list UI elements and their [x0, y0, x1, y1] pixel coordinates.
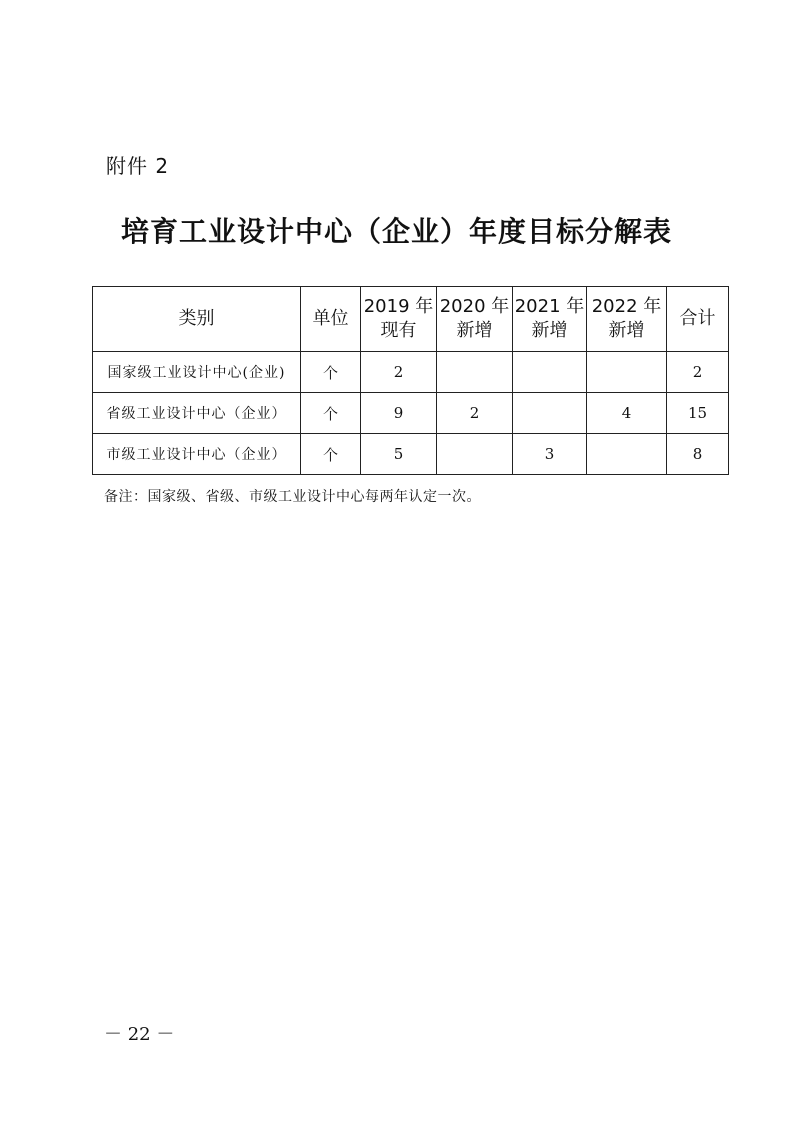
header-2022-year: 2022 年	[591, 296, 662, 317]
header-2019-sub: 现有	[380, 320, 417, 341]
row-category: 省级工业设计中心（企业）	[93, 393, 301, 434]
row-2022	[587, 352, 667, 393]
row-2021: 3	[513, 434, 587, 475]
row-2021	[513, 393, 587, 434]
row-unit: 个	[301, 352, 361, 393]
header-category: 类别	[93, 287, 301, 352]
header-2020-sub: 新增	[456, 320, 493, 341]
table-row	[93, 352, 729, 393]
row-unit: 个	[301, 434, 361, 475]
header-2020-year: 2020 年	[439, 296, 510, 317]
table-header-row	[93, 287, 729, 352]
table-row	[93, 393, 729, 434]
header-2019	[361, 287, 437, 352]
header-2021	[513, 287, 587, 352]
row-2019: 2	[361, 352, 437, 393]
row-total: 15	[667, 393, 729, 434]
attachment-label: 附件 2	[106, 154, 170, 178]
header-2021-year: 2021 年	[514, 296, 585, 317]
row-2022	[587, 434, 667, 475]
row-2020: 2	[437, 393, 513, 434]
header-2019-year: 2019 年	[363, 296, 434, 317]
row-2020	[437, 434, 513, 475]
header-2021-sub: 新增	[531, 320, 568, 341]
header-2022	[587, 287, 667, 352]
page-number: － 22 －	[104, 1024, 175, 1045]
row-2022: 4	[587, 393, 667, 434]
row-total: 2	[667, 352, 729, 393]
row-2020	[437, 352, 513, 393]
document-title: 培育工业设计中心（企业）年度目标分解表	[120, 215, 672, 248]
row-2019: 5	[361, 434, 437, 475]
table-row	[93, 434, 729, 475]
target-breakdown-table	[92, 286, 729, 475]
header-2022-sub: 新增	[608, 320, 645, 341]
header-2020	[437, 287, 513, 352]
row-unit: 个	[301, 393, 361, 434]
header-total: 合计	[667, 287, 729, 352]
header-unit: 单位	[301, 287, 361, 352]
row-category: 市级工业设计中心（企业）	[93, 434, 301, 475]
row-2021	[513, 352, 587, 393]
row-category: 国家级工业设计中心(企业)	[93, 352, 301, 393]
row-total: 8	[667, 434, 729, 475]
row-2019: 9	[361, 393, 437, 434]
table-note: 备注：国家级、省级、市级工业设计中心每两年认定一次。	[104, 489, 481, 505]
